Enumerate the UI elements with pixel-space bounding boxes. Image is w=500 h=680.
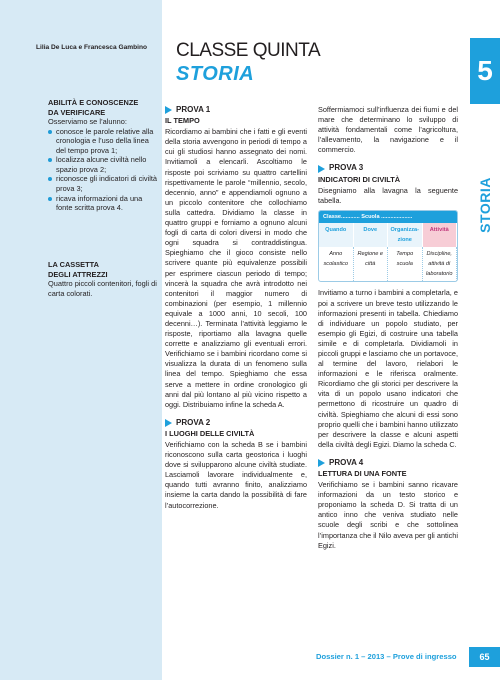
- list-item: conosce le parole relative alla cronologia e l’uso della linea del tempo prova 1;: [48, 127, 160, 156]
- footer-text: Dossier n. 1 – 2013 – Prove di ingresso: [316, 652, 457, 661]
- vertical-subject-text: STORIA: [477, 177, 494, 233]
- prova2-heading: [165, 418, 307, 428]
- table-header-row: [319, 223, 457, 247]
- prova3-label: PROVA 3: [329, 163, 364, 173]
- page-title-grade: CLASSE QUINTA: [176, 40, 321, 61]
- column-right: [318, 105, 458, 551]
- skills-list: [48, 127, 160, 213]
- table-cell: Discipline, attività di laboratorio: [423, 247, 458, 281]
- table-row: [319, 247, 457, 281]
- table-top-line: Classe............ Scuola ....................: [319, 211, 457, 223]
- prova4-subtitle: LETTURA DI UNA FONTE: [318, 469, 407, 478]
- tools-heading-2: DEGLI ATTREZZI: [48, 269, 108, 279]
- list-item: riconosce gli indicatori di civiltà prova 3;: [48, 174, 160, 193]
- civilization-table: [318, 210, 458, 283]
- arrow-icon: [165, 106, 172, 114]
- prova2-subtitle: I LUOGHI DELLE CIVILTÀ: [165, 428, 255, 438]
- prova3-text: Disegniamo alla lavagna la seguente tabella.: [318, 185, 458, 205]
- skills-heading-1: ABILITÀ E CONOSCENZE: [48, 98, 139, 107]
- list-item: ricava informazioni da una fonte scritta prova 4.: [48, 194, 160, 213]
- page-title-subject: STORIA: [176, 63, 255, 85]
- tools-text: Quattro piccoli contenitori, fogli di carta colorati.: [48, 279, 157, 298]
- arrow-icon: [165, 419, 172, 427]
- prova2-text: Verifichiamo con la scheda B se i bambini riconoscono sulla carta geostorica i luoghi dove si svilupparono alcune civiltà studiate. Lasciamoli lavorare individualmente e, quando tutti avranno finito, analizziamo insieme la carta dando la possibilità di fare l’autocorrezione.: [165, 440, 307, 510]
- prova3-heading: [318, 163, 458, 173]
- tools-heading-1: LA CASSETTA: [48, 260, 99, 269]
- prova1-heading: [165, 105, 307, 115]
- arrow-icon: [318, 165, 325, 173]
- table-header-cell: Quando: [319, 223, 354, 247]
- vertical-subject-label: [474, 150, 496, 260]
- skills-intro: Osserviamo se l’alunno:: [48, 117, 127, 126]
- column-left: [165, 105, 307, 511]
- list-item: localizza alcune civiltà nello spazio prova 2;: [48, 155, 160, 174]
- table-cell: Tempo scuola: [388, 247, 423, 281]
- table-header-cell: Organizza-zione: [388, 223, 423, 247]
- page-number: 65: [469, 647, 500, 667]
- table-header-cell: Attività: [423, 223, 458, 247]
- prova4-heading: [318, 458, 458, 468]
- prova2-label: PROVA 2: [176, 417, 211, 427]
- authors: Lilia De Luca e Francesca Gambino: [36, 44, 148, 51]
- prova4-label: PROVA 4: [329, 457, 364, 467]
- prova1-text: Ricordiamo ai bambini che i fatti e gli eventi della storia avvengono in periodi di tempo a cui gli studiosi hanno assegnato dei nomi. Invitiamoli a elencarli. Ascoltiamo le risposte poi scriviamo su quattro cartellini rispettivamente le parole “millennio, secolo, decennio, anno” e appendiamoli ognuno a un piccolo contenitore che collochiamo sulla cattedra. Dividiamo la classe in quattro gruppi e forniamo a ognuno alcuni fogli di carta di colori diversi in modo che ogni squadra si contraddistingua. Spieghiamo che il gioco consiste nello scrivere quante più equivalenze possibili per esprimere ciascun periodo di tempo; vincerà la squadra che avrà introdotto nei contenitori il maggior numero di combinazioni (per esempio, 1 millennio equivale a 1000 anni, 10 secoli, 100 decenni…). Terminata l’attività leggiamo le risposte, riportiamo alla lavagna quelle corrette e analizziamo gli eventuali errori. Verifichiamo se i bambini ricordano come si visualizza la durata di un fenomeno sulla linea del tempo. Spieghiamo che essa serve a mettere in ordine cronologico gli anni dal più lontano al più vicino rispetto a oggi. Distribuiamo infine la scheda A.: [165, 127, 307, 409]
- prova1-subtitle: IL TEMPO: [165, 116, 200, 126]
- tools-section: [48, 260, 160, 298]
- chapter-tab: 5: [470, 38, 500, 104]
- skills-heading-2: DA VERIFICARE: [48, 107, 106, 117]
- intro-text: Soffermiamoci sull’influenza dei fiumi e del mare che determinano lo sviluppo di attività fondamentali come l’agricoltura, l’allevamento, la navigazione e il commercio.: [318, 105, 458, 155]
- prova3-text-2: Invitiamo a turno i bambini a completarla, e poi a scrivere un breve testo utilizzando le informazioni presenti in tabella. Chiediamo di individuare un popolo studiato, per esempio gli Egizi, di costruire una tabella simile e di completarla. Dividiamoli in piccoli gruppi e lasciamo che un portavoce, al termine del lavoro, rielabori le informazioni e le riferisca oralmente. Ricordiamo che gli storici per descrivere la vita di un popolo usano indicatori che permettono di ricostruire un quadro di civiltà. Spieghiamo che alcuni di essi sono proprio quelli che i bambini hanno utilizzato per descrivere la classe e alcuni aspetti della civiltà degli Egizi. Diamo la scheda C.: [318, 288, 458, 449]
- skills-section: [48, 98, 160, 213]
- table-cell: Regione e città: [354, 247, 389, 281]
- prova1-label: PROVA 1: [176, 105, 211, 114]
- prova3-subtitle: INDICATORI DI CIVILTÀ: [318, 174, 401, 184]
- table-header-cell: Dove: [354, 223, 389, 247]
- table-cell: Anno scolastico: [319, 247, 354, 281]
- arrow-icon: [318, 459, 325, 467]
- prova4-text: Verifichiamo se i bambini sanno ricavare informazioni da un testo storico e proponiamo la scheda D. Si tratta di un antico inno che veniva studiato nelle scuole degli scribi e che sottolinea l’importanza che il Nilo aveva per gli antichi Egizi.: [318, 480, 458, 550]
